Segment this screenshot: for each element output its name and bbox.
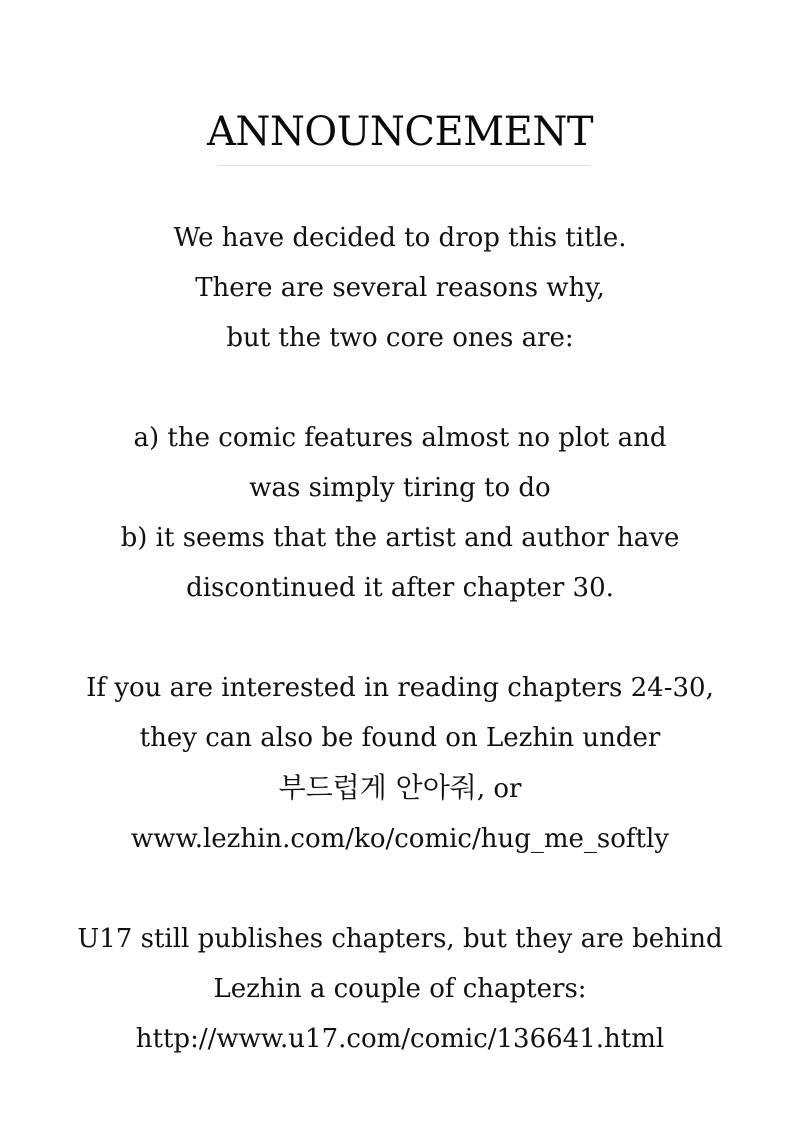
text-line: Lezhin a couple of chapters: bbox=[213, 974, 587, 1004]
paragraph-gap bbox=[60, 613, 740, 663]
text-line: If you are interested in reading chapters 24-30, bbox=[86, 673, 714, 703]
lezhin-url: www.lezhin.com/ko/comic/hug_me_softly bbox=[131, 824, 669, 854]
u17-url: http://www.u17.com/comic/136641.html bbox=[135, 1024, 665, 1054]
text-line: discontinued it after chapter 30. bbox=[186, 573, 614, 603]
text-line: but the two core ones are: bbox=[226, 323, 574, 353]
text-line: There are several reasons why, bbox=[195, 273, 605, 303]
text-line: they can also be found on Lezhin under bbox=[139, 723, 661, 753]
text-line: We have decided to drop this title. bbox=[173, 223, 627, 253]
paragraph-reasons bbox=[60, 413, 740, 613]
announcement-body bbox=[60, 213, 740, 1064]
paragraph-gap bbox=[60, 363, 740, 413]
paragraph-gap bbox=[60, 864, 740, 914]
text-line: a) the comic features almost no plot and bbox=[133, 423, 667, 453]
korean-comic-title: 부드럽게 안아줘 bbox=[278, 771, 477, 804]
korean-title-line bbox=[60, 763, 740, 814]
text-line: was simply tiring to do bbox=[249, 473, 551, 503]
korean-title-suffix: , or bbox=[476, 774, 522, 804]
paragraph-lezhin-info bbox=[60, 663, 740, 864]
paragraph-drop-notice bbox=[60, 213, 740, 363]
text-line: U17 still publishes chapters, but they are behind bbox=[77, 924, 723, 954]
page-title: ANNOUNCEMENT bbox=[206, 109, 594, 155]
title-underline bbox=[218, 165, 590, 166]
paragraph-u17-info bbox=[60, 914, 740, 1064]
text-line: b) it seems that the artist and author have bbox=[120, 523, 680, 553]
